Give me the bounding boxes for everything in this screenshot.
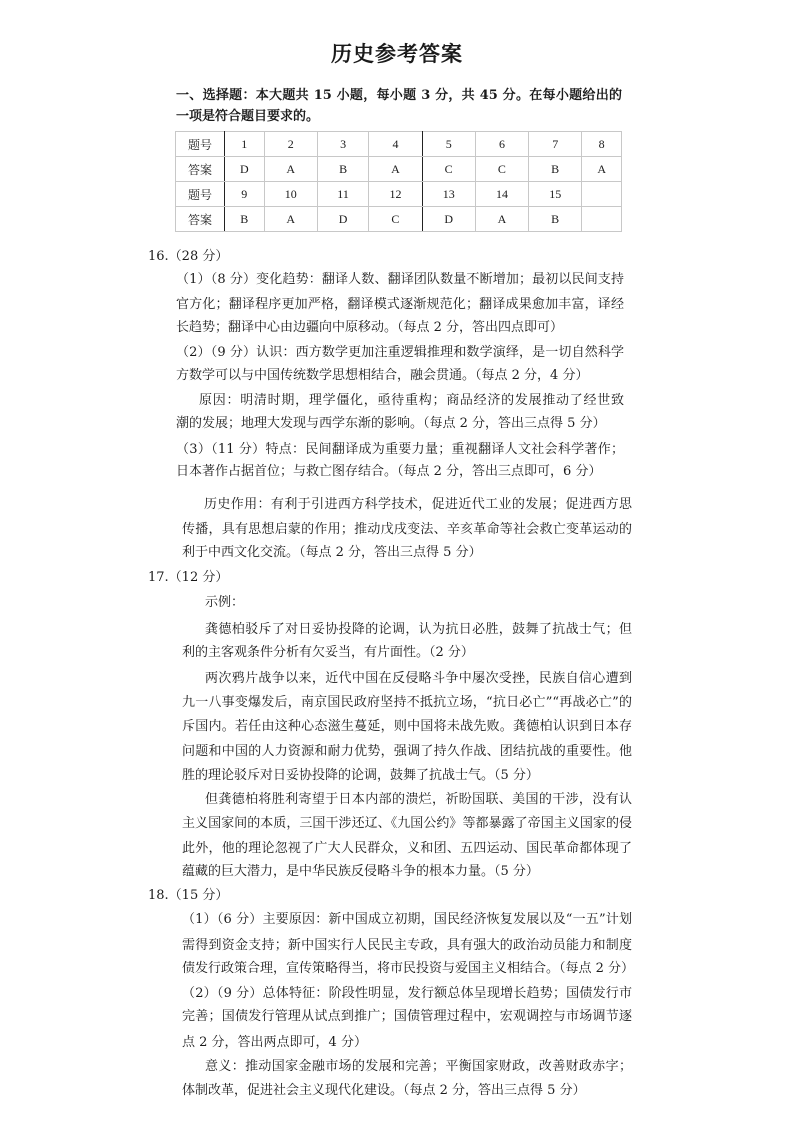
table-cell: C bbox=[369, 207, 422, 232]
answer-line: 原因：明清时期，理学僵化，亟待重构；商品经济的发展推动了经世致 bbox=[199, 393, 624, 408]
table-cell: D bbox=[317, 207, 368, 232]
answer-line: 此外，他的理论忽视了广大人民群众，义和团、五四运动、国民革命都体现了 bbox=[182, 841, 632, 856]
table-cell: 3 bbox=[317, 132, 368, 157]
table-cell: 11 bbox=[317, 182, 368, 207]
table-cell: C bbox=[422, 157, 475, 182]
row-label: 题号 bbox=[176, 182, 225, 207]
answer-line: 九一八事变爆发后，南京国民政府坚持不抵抗立场，“抗日必亡”“再战必亡”的 bbox=[182, 695, 632, 710]
answer-line: 点 2 分，答出两点即可，4 分） bbox=[182, 1035, 367, 1050]
answer-line: 体制改革，促进社会主义现代化建设。（每点 2 分，答出三点得 5 分） bbox=[182, 1083, 586, 1098]
answer-line: （1）（6 分）主要原因：新中国成立初期，国民经济恢复发展以及“一五”计划 bbox=[182, 912, 632, 927]
table-cell: A bbox=[369, 157, 422, 182]
answer-line: 蕴藏的巨大潜力，是中华民族反侵略斗争的根本力量。（5 分） bbox=[182, 864, 539, 879]
answer-line: 主义国家间的本质，三国干涉还辽、《九国公约》等都暴露了帝国主义国家的侵 bbox=[182, 816, 632, 831]
table-cell: A bbox=[475, 207, 528, 232]
section1-intro-cont: 一项是符合题目要求的。 bbox=[176, 109, 320, 124]
table-cell: A bbox=[264, 157, 317, 182]
table-row bbox=[176, 207, 622, 232]
q18-header: 18.（15 分） bbox=[148, 888, 229, 903]
answer-line: 完善；国债发行管理从试点到推广；国债管理过程中，宏观调控与市场调节逐 bbox=[182, 1009, 632, 1024]
answer-line: 胜的理论驳斥对日妥协投降的论调，鼓舞了抗战士气。（5 分） bbox=[182, 768, 539, 783]
table-cell: B bbox=[225, 207, 265, 232]
table-cell: 7 bbox=[529, 132, 582, 157]
answer-line: 利于中西文化交流。（每点 2 分，答出三点得 5 分） bbox=[182, 545, 482, 560]
answer-line: 示例： bbox=[205, 595, 245, 610]
table-row bbox=[176, 182, 622, 207]
answer-line: （1）（8 分）变化趋势：翻译人数、翻译团队数量不断增加；最初以民间支持 bbox=[176, 272, 624, 287]
answer-line: 长趋势；翻译中心由边疆向中原移动。（每点 2 分，答出四点即可） bbox=[176, 320, 564, 335]
table-cell: B bbox=[529, 157, 582, 182]
table-cell: 8 bbox=[582, 132, 622, 157]
row-label: 答案 bbox=[176, 157, 225, 182]
table-row bbox=[176, 132, 622, 157]
table-cell bbox=[582, 207, 622, 232]
table-cell: A bbox=[582, 157, 622, 182]
answer-line: 问题和中国的人力资源和耐力优势，强调了持久作战、团结抗战的重要性。他 bbox=[182, 744, 632, 759]
table-cell: 5 bbox=[422, 132, 475, 157]
answer-line: 但龚德柏将胜利寄望于日本内部的溃烂，祈盼国联、美国的干涉，没有认 bbox=[205, 792, 632, 807]
answer-line: 官方化；翻译程序更加严格，翻译模式逐渐规范化；翻译成果愈加丰富，译经 bbox=[176, 297, 624, 312]
answer-line: （2）（9 分）总体特征：阶段性明显，发行额总体呈现增长趋势；国债发行市 bbox=[182, 986, 632, 1001]
answer-line: （2）（9 分）认识：西方数学更加注重逻辑推理和数学演绎，是一切自然科学 bbox=[176, 345, 624, 360]
answer-line: 传播，具有思想启蒙的作用；推动戊戌变法、辛亥革命等社会救亡变革运动的 bbox=[182, 522, 632, 537]
answer-line: 两次鸦片战争以来，近代中国在反侵略斗争中屡次受挫，民族自信心遭到 bbox=[205, 671, 632, 686]
table-cell: 10 bbox=[264, 182, 317, 207]
table-cell: 6 bbox=[475, 132, 528, 157]
answer-line: 方数学可以与中国传统数学思想相结合，融会贯通。（每点 2 分，4 分） bbox=[176, 368, 589, 383]
q16-header: 16.（28 分） bbox=[148, 249, 229, 264]
table-cell: A bbox=[264, 207, 317, 232]
table-cell: C bbox=[475, 157, 528, 182]
section1-intro: 一、选择题：本大题共 15 小题，每小题 3 分，共 45 分。在每小题给出的 bbox=[176, 88, 622, 103]
table-cell: 2 bbox=[264, 132, 317, 157]
table-cell bbox=[582, 182, 622, 207]
answer-line: 潮的发展；地理大发现与西学东渐的影响。（每点 2 分，答出三点得 5 分） bbox=[176, 416, 606, 431]
table-cell: 15 bbox=[529, 182, 582, 207]
table-row bbox=[176, 157, 622, 182]
page-title: 历史参考答案 bbox=[331, 41, 463, 66]
q17-header: 17.（12 分） bbox=[148, 570, 229, 585]
table-cell: D bbox=[422, 207, 475, 232]
answer-line: 需得到资金支持；新中国实行人民民主专政，具有强大的政治动员能力和制度 bbox=[182, 938, 632, 953]
table-cell: B bbox=[317, 157, 368, 182]
answer-line: 债发行政策合理，宣传策略得当，将市民投资与爱国主义相结合。（每点 2 分） bbox=[182, 961, 635, 976]
table-cell: B bbox=[529, 207, 582, 232]
answer-line: 历史作用：有利于引进西方科学技术，促进近代工业的发展；促进西方思 bbox=[204, 497, 632, 512]
answer-line: 斥国内。若任由这种心态滋生蔓延，则中国将未战先败。龚德柏认识到日本存 bbox=[182, 719, 632, 734]
answer-line: 龚德柏驳斥了对日妥协投降的论调，认为抗日必胜，鼓舞了抗战士气；但 bbox=[205, 622, 632, 637]
table-cell: 4 bbox=[369, 132, 422, 157]
table-cell: 14 bbox=[475, 182, 528, 207]
table-cell: 9 bbox=[225, 182, 265, 207]
row-label: 题号 bbox=[176, 132, 225, 157]
table-cell: 13 bbox=[422, 182, 475, 207]
answer-line: 日本著作占据首位；与救亡图存结合。（每点 2 分，答出三点即可，6 分） bbox=[176, 464, 602, 479]
table-cell: D bbox=[225, 157, 265, 182]
answer-table bbox=[175, 131, 622, 232]
answer-line: 意义：推动国家金融市场的发展和完善；平衡国家财政，改善财政赤字； bbox=[205, 1059, 632, 1074]
answer-line: （3）（11 分）特点：民间翻译成为重要力量；重视翻译人文社会科学著作； bbox=[176, 442, 624, 457]
table-cell: 1 bbox=[225, 132, 265, 157]
answer-line: 利的主客观条件分析有欠妥当，有片面性。（2 分） bbox=[182, 645, 474, 660]
table-cell: 12 bbox=[369, 182, 422, 207]
row-label: 答案 bbox=[176, 207, 225, 232]
